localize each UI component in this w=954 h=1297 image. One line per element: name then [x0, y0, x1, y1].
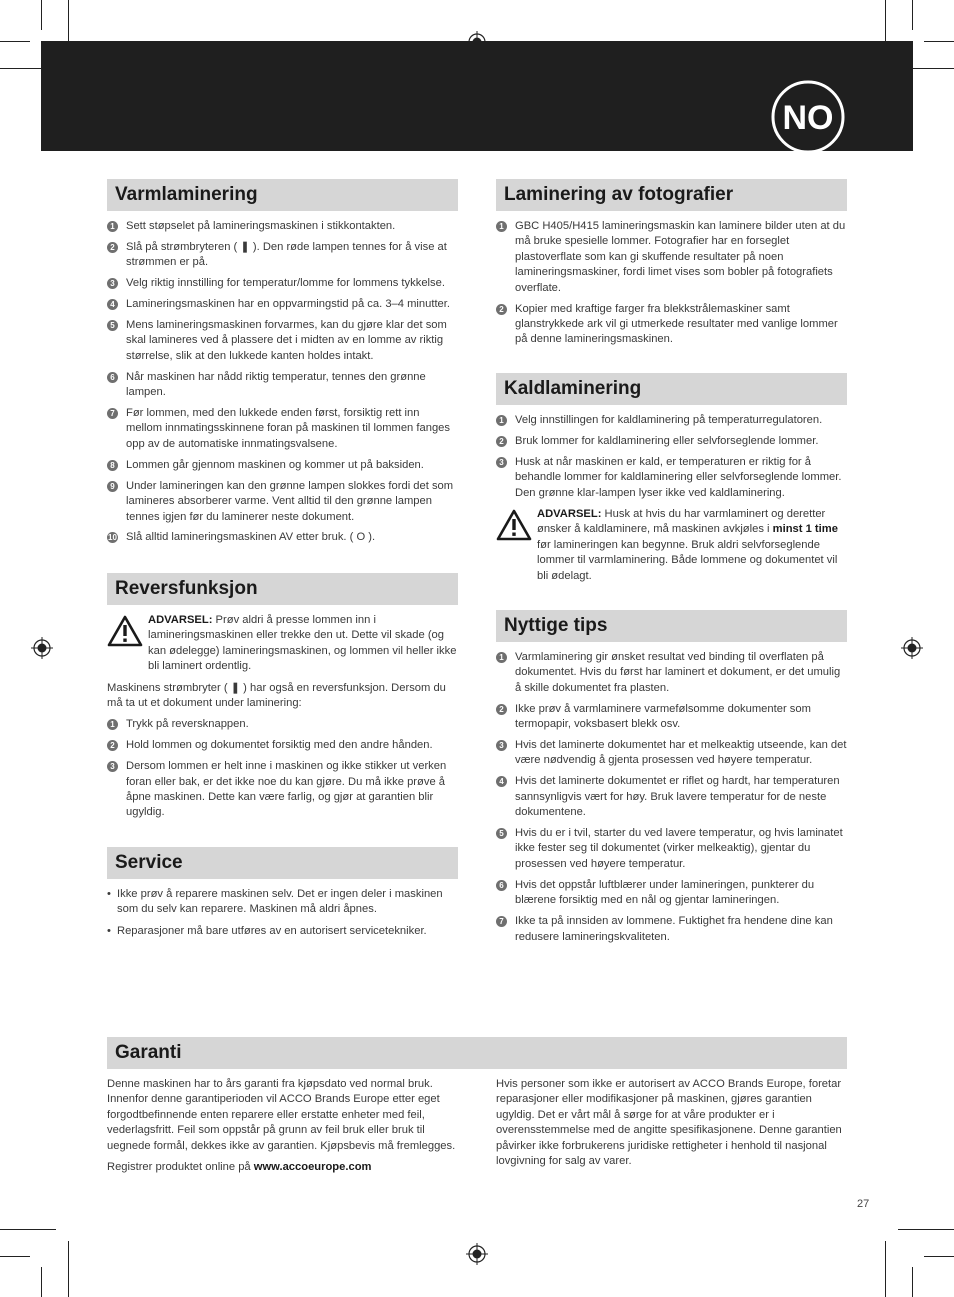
- list-item: [107, 717, 458, 732]
- list-item: [107, 219, 458, 234]
- warning-label: ADVARSEL:: [148, 614, 213, 626]
- warning-text: før lamineringen kan begynne. Bruk aldri selvforseglende lommer til varmlaminering. Både lommene og dokumentet vil bli ødelagt.: [537, 538, 838, 582]
- registration-mark-icon: [31, 637, 53, 659]
- list-item-text: Lamineringsmaskinen har en oppvarmingstid på ca. 3–4 minutter.: [126, 298, 450, 311]
- warning-icon: [107, 615, 143, 647]
- warning-icon: [496, 509, 532, 541]
- list-item: [496, 914, 847, 945]
- list-item-text: Mens lamineringsmaskinen forvarmes, kan du gjøre klar det som skal lamineres ved å plassere det i midten av en lomme av riktig størrelse, slik at den lukkede kanten holdes intakt.: [126, 319, 447, 362]
- step-number-icon: 4: [107, 299, 118, 310]
- list-item: [107, 479, 458, 525]
- section-service: [107, 847, 458, 945]
- list-item-text: Hvis det laminerte dokumentet har et melkeaktig utseende, kan det være nødvendig å gjenta prosessen ved høyere temperatur.: [515, 739, 847, 767]
- warning-emphasis: minst 1 time: [772, 523, 838, 536]
- section-reversfunksjon: [107, 573, 458, 826]
- language-code: NO: [782, 99, 834, 137]
- numbered-list: [496, 219, 847, 348]
- step-number-icon: 3: [107, 761, 118, 772]
- step-number-icon: 7: [107, 408, 118, 419]
- step-number-icon: 2: [107, 740, 118, 751]
- warning-block: [496, 507, 847, 584]
- intro-text: Maskinens strømbryter ( ❚ ) har også en reversfunksjon. Dersom du må ta ut et dokument under laminering:: [107, 681, 446, 710]
- step-number-icon: 8: [107, 460, 118, 471]
- crop-mark: [41, 1267, 42, 1297]
- numbered-list: [107, 219, 458, 546]
- step-number-icon: 6: [107, 372, 118, 383]
- list-item: [496, 826, 847, 872]
- list-item-text: Hold lommen og dokumentet forsiktig med den andre hånden.: [126, 739, 433, 752]
- list-item: [496, 434, 847, 449]
- warranty-text: Hvis personer som ikke er autorisert av ACCO Brands Europe, foretar reparasjoner eller modifikasjoner på maskinen, gjøres garantien ugyldig. Det er vårt mål å sørge for at våre produkter er i overensstemmelse med de angitte spesifikasjonene. Denne garantien påvirker ikke forbrukerens juridiske rettigheter i henhold til nasjonal lovgivning for salg av varer.: [496, 1078, 842, 1168]
- warning-label: ADVARSEL:: [537, 508, 602, 521]
- section-title: Reversfunksjon: [107, 573, 458, 605]
- step-number-icon: 1: [107, 719, 118, 730]
- numbered-list: [496, 650, 847, 945]
- step-number-icon: 4: [496, 776, 507, 787]
- list-item-text: Før lommen, med den lukkede enden først, forsiktig rett inn mellom innmatingsskinnene foran på maskinen til lommen fanges opp av de automatiske innmatingsvalsene.: [126, 407, 450, 450]
- register-link[interactable]: www.accoeurope.com: [253, 1161, 372, 1174]
- list-item: • Reparasjoner må bare utføres av en autorisert servicetekniker.: [107, 924, 458, 939]
- step-number-icon: 10: [108, 533, 117, 543]
- step-number-icon: 3: [496, 457, 507, 468]
- page-number: 27: [857, 1198, 870, 1210]
- step-number-icon: 2: [496, 704, 507, 715]
- step-number-icon: 1: [107, 221, 118, 232]
- list-item-text: Ikke prøv å varmlaminere varmefølsomme dokumenter som termopapir, voksbasert blekk osv.: [515, 702, 811, 731]
- list-item: [107, 759, 458, 821]
- list-item: [496, 702, 847, 733]
- section-title: Laminering av fotografier: [496, 179, 847, 211]
- list-item: [496, 878, 847, 909]
- list-item: [107, 406, 458, 452]
- list-item-text: Velg innstillingen for kaldlaminering på temperaturregulatoren.: [515, 414, 823, 426]
- bullet-list: [107, 887, 458, 939]
- section-title: Kaldlaminering: [496, 373, 847, 405]
- list-item-text: Kopier med kraftige farger fra blekkstrålemaskiner samt glanstrykkede ark vil gi utmerkede resultater med vanlige lommer på denne lamineringsmaskinen.: [515, 302, 838, 346]
- list-item: [496, 650, 847, 696]
- crop-mark: [68, 1241, 69, 1297]
- step-number-icon: 5: [496, 828, 507, 839]
- register-text: Registrer produktet online på www.accoeurope.com: [107, 1161, 372, 1174]
- step-number-icon: 5: [107, 320, 118, 331]
- crop-mark: [0, 1229, 56, 1230]
- step-number-icon: 1: [496, 652, 507, 663]
- warning-text: Prøv aldri å presse lommen inn i lamineringsmaskinen eller trekke den ut. Dette vil skade (og kan ødelegge) lamineringsmaskinen, og lommen vil heller ikke bli laminert ordentlig.: [148, 614, 457, 673]
- list-item-text: Bruk lommer for kaldlaminering eller selvforseglende lommer.: [515, 434, 819, 447]
- list-item-text: Varmlaminering gir ønsket resultat ved binding til overflaten på dokumentet. Hvis du først har laminert et dokument, er det umulig å skille dokumentet fra plasten.: [515, 651, 841, 694]
- section-title: Service: [107, 847, 458, 879]
- list-item: [107, 738, 458, 753]
- section-title: Garanti: [107, 1037, 847, 1069]
- list-item-text: Slå på strømbryteren ( ❚ ). Den røde lampen tennes for å vise at strømmen er på.: [126, 240, 447, 269]
- step-number-icon: 6: [496, 880, 507, 891]
- crop-mark: [924, 41, 954, 42]
- step-number-icon: 7: [496, 916, 507, 927]
- crop-mark: [885, 1241, 886, 1297]
- list-item: [496, 413, 847, 428]
- list-item-text: Slå alltid lamineringsmaskinen AV etter bruk. ( O ).: [126, 531, 376, 544]
- list-item-text: Ikke ta på innsiden av lommene. Fuktighet fra hendene dine kan redusere lamineringskvaliteten.: [515, 915, 833, 943]
- list-item-text: Hvis det oppstår luftblærer under lamineringen, punkterer du blærene forsiktig med en nål og gjentar lamineringen.: [515, 878, 815, 907]
- list-item-text: Når maskinen har nådd riktig temperatur, tennes den grønne lampen.: [126, 370, 426, 399]
- section-title: Varmlaminering: [107, 179, 458, 211]
- list-item-text: Velg riktig innstilling for temperatur/lomme for lommens tykkelse.: [126, 277, 445, 290]
- list-item-text: Lommen går gjennom maskinen og kommer ut på baksiden.: [126, 458, 424, 471]
- crop-mark: [0, 1256, 30, 1257]
- section-nyttige-tips: [496, 610, 847, 950]
- section-kaldlaminering: [496, 373, 847, 590]
- step-number-icon: 2: [496, 436, 507, 447]
- registration-mark-icon: [901, 637, 923, 659]
- crop-mark: [924, 1256, 954, 1257]
- section-title: Nyttige tips: [496, 610, 847, 642]
- list-item-text: GBC H405/H415 lamineringsmaskin kan laminere bilder uten at du må bruke spesielle lommer. Fotografier har en forseglet plastoverflate som kan gi skuffende resultater på noen lamineringsmaskiner, fordi limet vises som bobler på fotografiets overflate.: [515, 220, 846, 294]
- list-item: [496, 455, 847, 501]
- list-item: • Ikke prøv å reparere maskinen selv. Det er ingen deler i maskinen som du selv kan reparere. Maskinen må aldri åpnes.: [107, 887, 458, 918]
- step-number-icon: 3: [496, 740, 507, 751]
- list-item: [107, 297, 458, 312]
- list-item: [107, 458, 458, 473]
- step-number-icon: 9: [107, 481, 118, 492]
- section-varmlaminering: [107, 179, 458, 551]
- warning-block: [107, 613, 458, 675]
- section-laminering-fotografier: [496, 179, 847, 353]
- list-item-text: Trykk på reversknappen.: [126, 718, 249, 731]
- list-item: [496, 302, 847, 348]
- warranty-text: Denne maskinen har to års garanti fra kjøpsdato ved normal bruk. Innenfor denne garantiperioden vil ACCO Brands Europe etter eget forgodtbefinnende enten reparere eller erstatte enheter med feil, vederlagsfritt. Feil som oppstår på grunn av feil bruk eller bruk til uegnede formål, dekkes ikke av garantien. Kjøpsbevis må fremlegges.: [107, 1078, 456, 1152]
- step-number-icon: 2: [496, 304, 507, 315]
- list-item: [496, 774, 847, 820]
- list-item-text: Sett støpselet på lamineringsmaskinen i stikkontakten.: [126, 220, 396, 232]
- step-number-icon: 3: [107, 278, 118, 289]
- crop-mark: [41, 0, 42, 30]
- list-item-text: Hvis du er i tvil, starter du ved lavere temperatur, og hvis laminatet ikke fester seg til dokumentet (virker melkeaktig), gjentar du prosessen ved høyere temperatur.: [515, 827, 843, 870]
- section-garanti: [107, 1037, 847, 1181]
- registration-mark-icon: [466, 1243, 488, 1265]
- list-item-text: Under lamineringen kan den grønne lampen slokkes fordi det som lamineres absorberer varme. Vent alltid til den grønne lampen tennes igjen før du laminerer neste dokument.: [126, 479, 454, 523]
- crop-mark: [898, 1229, 954, 1230]
- list-item: [107, 530, 458, 545]
- warning-text: Husk at hvis du har varmlaminert og deretter ønsker å kaldlaminere, må maskinen avkjøles i: [537, 508, 826, 536]
- list-item: [107, 240, 458, 271]
- numbered-list: [496, 413, 847, 501]
- list-item: [107, 276, 458, 291]
- step-number-icon: 1: [496, 221, 507, 232]
- crop-mark: [0, 41, 30, 42]
- numbered-list: [107, 717, 458, 820]
- list-item: [496, 219, 847, 296]
- step-number-icon: 1: [496, 415, 507, 426]
- list-item: [107, 370, 458, 401]
- crop-mark: [912, 0, 913, 30]
- list-item: [496, 738, 847, 769]
- step-number-icon: 2: [107, 242, 118, 253]
- language-badge: [769, 78, 847, 156]
- list-item: [107, 318, 458, 364]
- list-item-text: Hvis det laminerte dokumentet er riflet og hardt, har temperaturen sannsynligvis vært for høy. Bruk lavere temperatur for de neste dokumentene.: [515, 775, 840, 819]
- list-item-text: Husk at når maskinen er kald, er temperaturen er riktig for å behandle lommer for kaldlaminering eller selvforseglende lommer. Den grønne klar-lampen lyser ikke ved kaldlaminering.: [515, 455, 842, 499]
- crop-mark: [912, 1267, 913, 1297]
- list-item-text: Dersom lommen er helt inne i maskinen og ikke stikker ut verken foran eller bak, er det ikke noe du kan gjøre. Du må ikke prøve å åpne maskinen. Dette kan være farlig, og gjør at garantien blir ugyldig.: [126, 760, 447, 819]
